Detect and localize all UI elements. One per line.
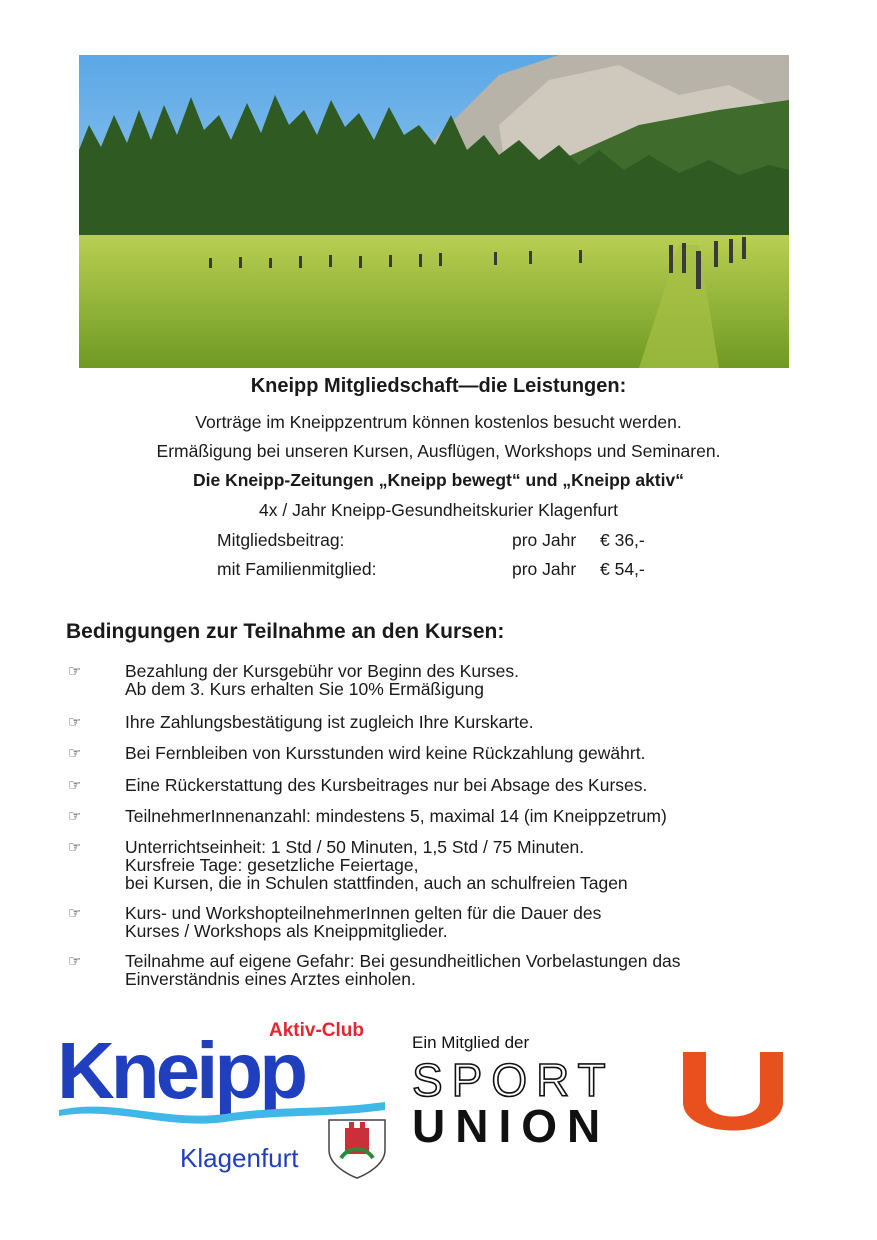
pointing-hand-icon: ☞: [68, 663, 82, 680]
svg-text:Ein Mitglied der: Ein Mitglied der: [412, 1033, 530, 1052]
fee-period-2: pro Jahr: [512, 559, 577, 579]
hero-photo: [79, 55, 789, 368]
svg-text:Aktiv-Club: Aktiv-Club: [269, 1020, 364, 1041]
benefit-line-2: Ermäßigung bei unseren Kursen, Ausflügen, Workshops und Seminaren.: [156, 441, 721, 461]
pointing-hand-icon: ☞: [68, 808, 82, 825]
benefit-line-1: Vorträge im Kneippzentrum können kostenlos besucht werden.: [195, 412, 682, 432]
fee-amount-1: € 36,-: [600, 530, 645, 550]
benefit-line-4: 4x / Jahr Kneipp-Gesundheitskurier Klagenfurt: [259, 500, 618, 520]
fee-amount-2: € 54,-: [600, 559, 645, 579]
sportunion-logo: [408, 1030, 808, 1160]
pointing-hand-icon: ☞: [68, 839, 82, 856]
fee-label-1: Mitgliedsbeitrag:: [217, 530, 345, 550]
svg-text:Klagenfurt: Klagenfurt: [180, 1143, 299, 1173]
fee-label-2: mit Familienmitglied:: [217, 559, 377, 579]
kneipp-logo: [55, 1010, 395, 1185]
benefit-line-3: Die Kneipp-Zeitungen „Kneipp bewegt“ und „Kneipp aktiv“: [193, 470, 684, 490]
union-u-icon: [681, 1050, 785, 1154]
svg-text:SPORT: SPORT: [412, 1054, 615, 1106]
pointing-hand-icon: ☞: [68, 777, 82, 794]
pointing-hand-icon: ☞: [68, 905, 82, 922]
pointing-hand-icon: ☞: [68, 714, 82, 731]
svg-text:UNION: UNION: [412, 1100, 611, 1152]
pointing-hand-icon: ☞: [68, 953, 82, 970]
pointing-hand-icon: ☞: [68, 745, 82, 762]
conditions-heading: Bedingungen zur Teilnahme an den Kursen:: [66, 620, 505, 643]
membership-title: Kneipp Mitgliedschaft—die Leistungen:: [250, 375, 627, 397]
coat-of-arms-icon: [329, 1120, 385, 1178]
svg-text:Kneipp: Kneipp: [57, 1026, 305, 1115]
fee-period-1: pro Jahr: [512, 530, 577, 550]
